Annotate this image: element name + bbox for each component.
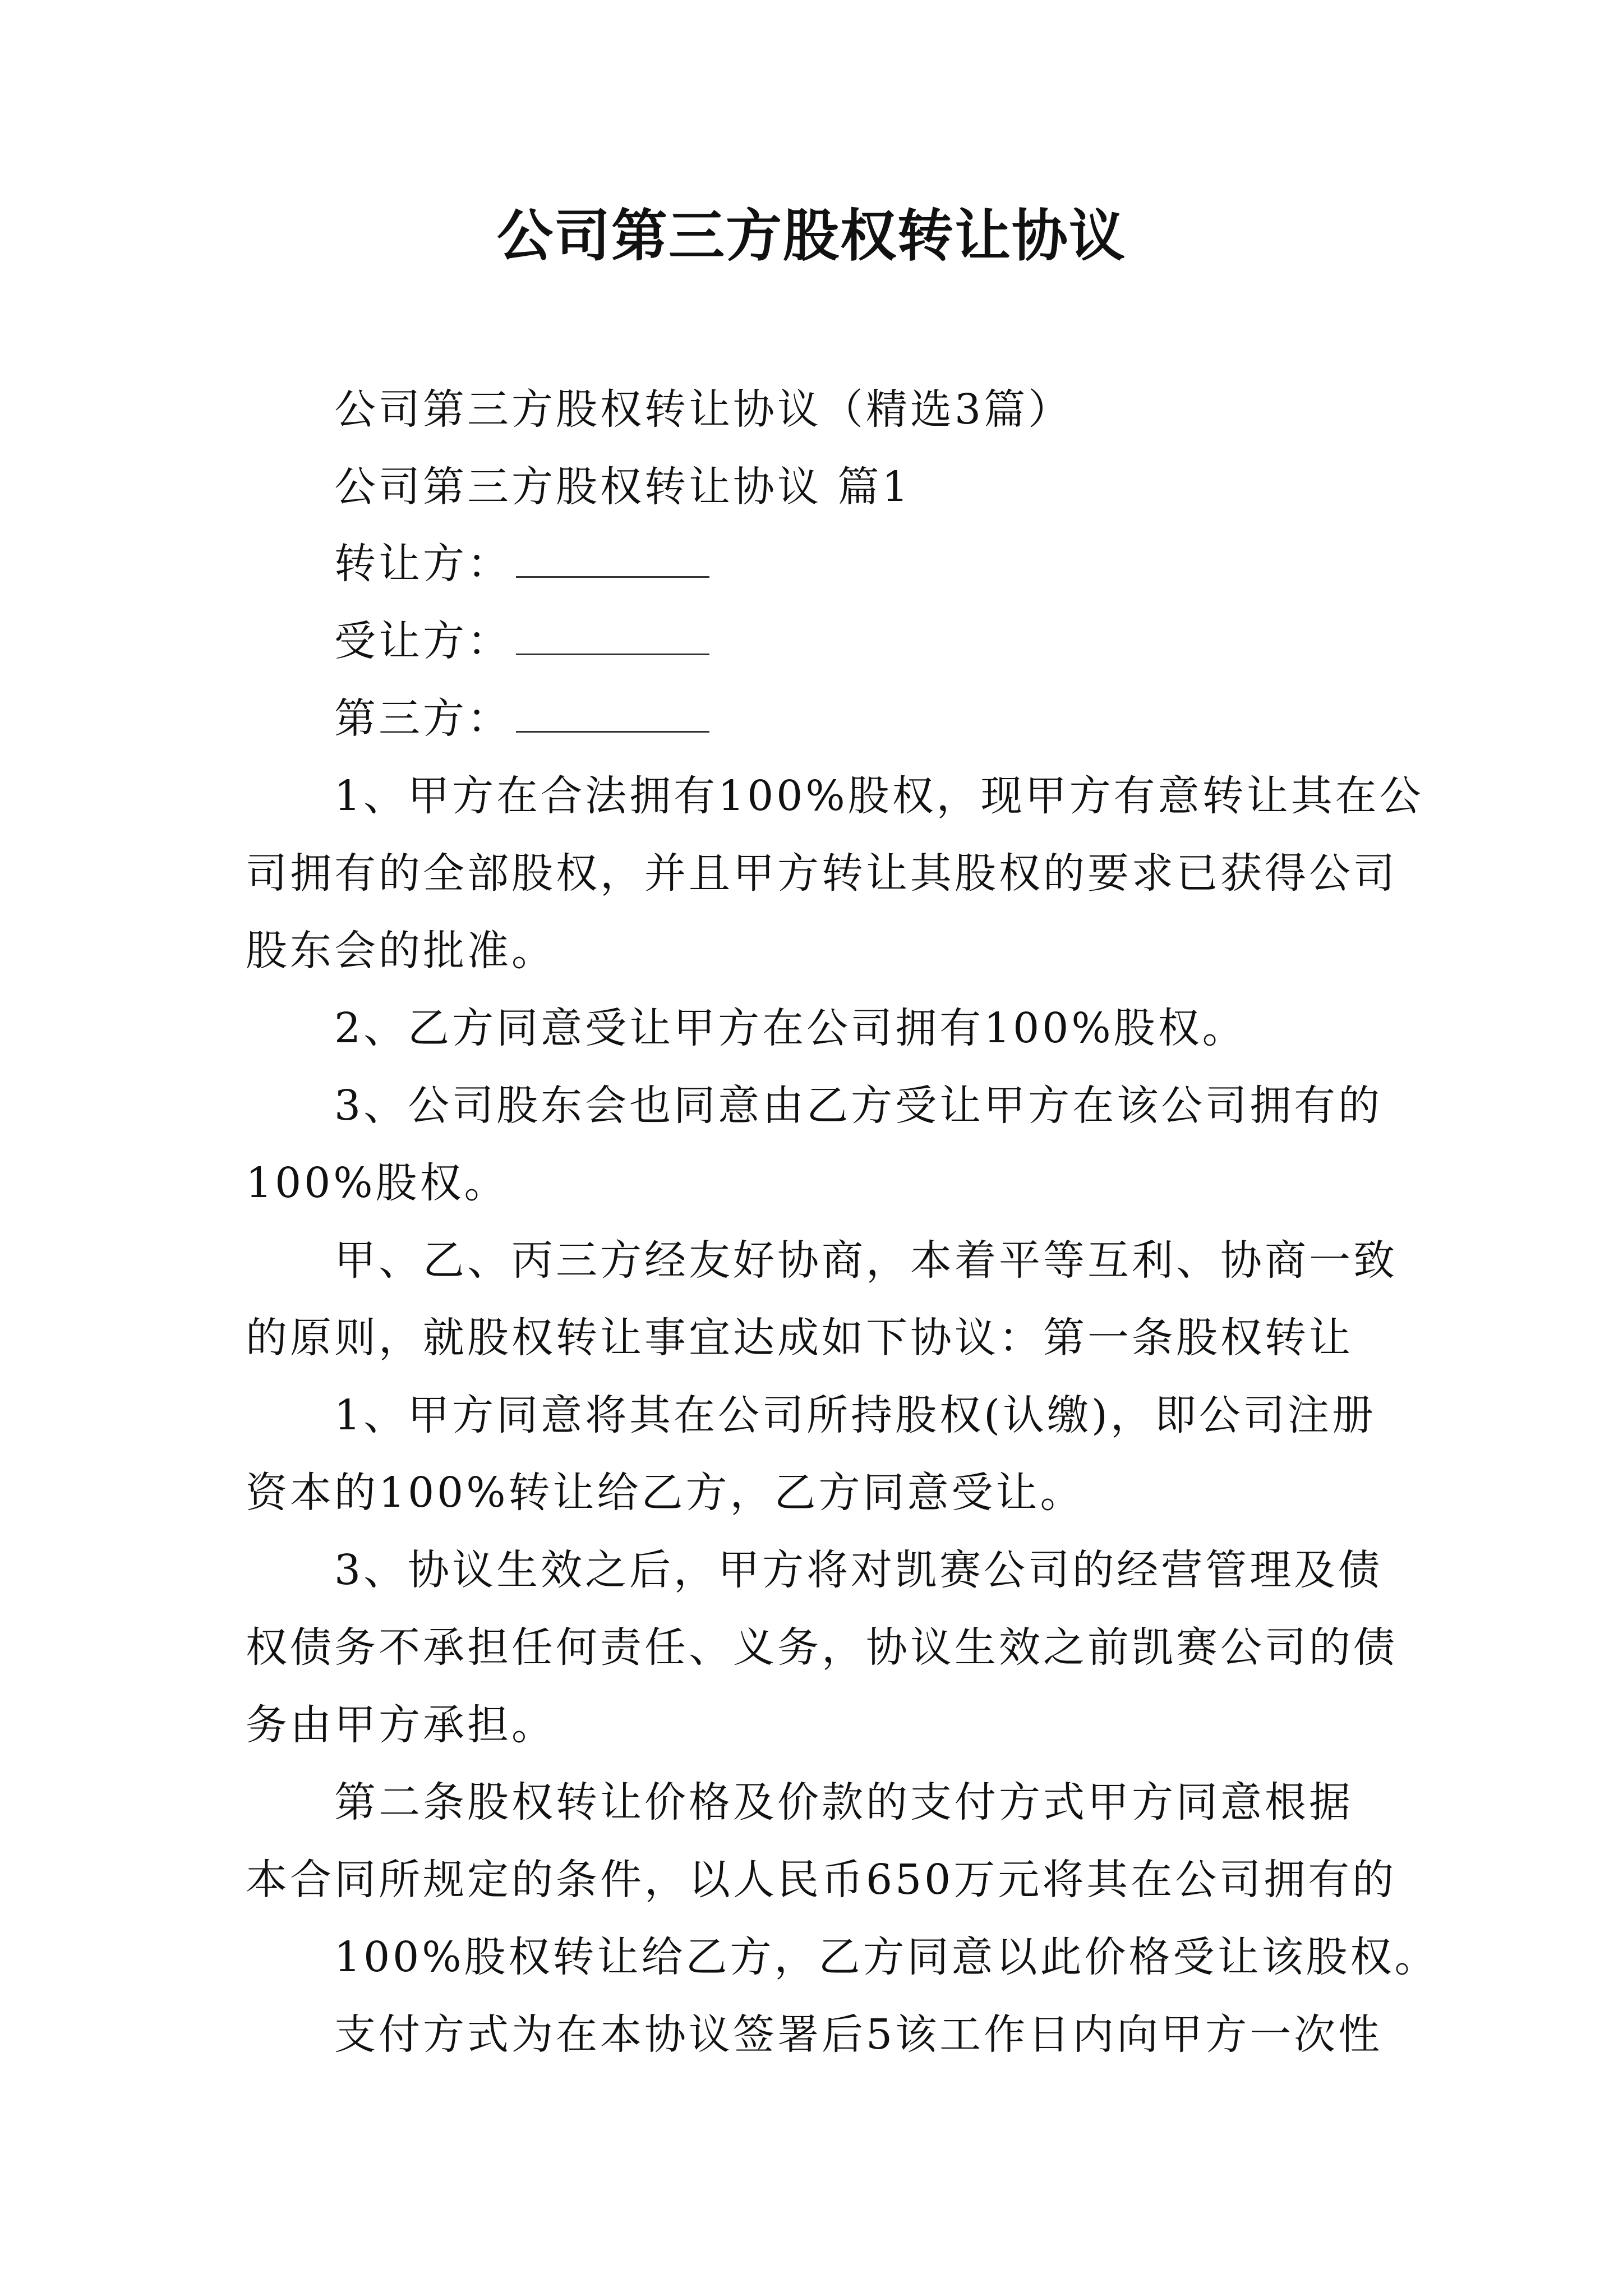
party-transferee <box>334 613 709 669</box>
body-line: 甲、乙、丙三方经友好协商，本着平等互利、协商一致 <box>334 1236 1398 1285</box>
body-line: 股东会的批准。 <box>246 927 556 975</box>
body-line: 支付方式为在本协议签署后5该工作日内向甲方一次性 <box>334 2010 1383 2059</box>
document-title: 公司第三方股权转让协议 <box>497 203 1126 269</box>
party-third <box>334 691 709 747</box>
body-line: 资本的100%转让给乙方，乙方同意受让。 <box>246 1469 1085 1517</box>
body-line: 务由甲方承担。 <box>246 1701 556 1749</box>
body-line: 3、协议生效之后，甲方将对凯赛公司的经营管理及债 <box>334 1546 1383 1594</box>
body-line: 3、公司股东会也同意由乙方受让甲方在该公司拥有的 <box>334 1082 1383 1130</box>
body-line: 本合同所规定的条件，以人民币650万元将其在公司拥有的 <box>246 1856 1397 1904</box>
body-line: 权债务不承担任何责任、义务，协议生效之前凯赛公司的债 <box>246 1623 1398 1672</box>
party-transferor-label: 转让方： <box>334 540 511 588</box>
party-transferee-blank <box>516 619 709 655</box>
body-line: 2、乙方同意受让甲方在公司拥有100%股权。 <box>334 1004 1247 1052</box>
body-line: 第二条股权转让价格及价款的支付方式甲方同意根据 <box>334 1778 1353 1826</box>
body-line: 1、甲方同意将其在公司所持股权(认缴)，即公司注册 <box>334 1391 1376 1439</box>
document-subtitle: 公司第三方股权转让协议（精选3篇） <box>334 385 1073 434</box>
party-third-label: 第三方： <box>334 694 511 743</box>
body-line: 100%股权。 <box>246 1159 509 1207</box>
body-line: 1、甲方在合法拥有100%股权，现甲方有意转让其在公 <box>334 772 1424 820</box>
body-line: 100%股权转让给乙方，乙方同意以此价格受让该股权。 <box>334 1933 1439 1981</box>
section-heading: 公司第三方股权转让协议 篇1 <box>334 463 911 511</box>
body-line: 司拥有的全部股权，并且甲方转让其股权的要求已获得公司 <box>246 849 1398 898</box>
body-line: 的原则，就股权转让事宜达成如下协议：第一条股权转让 <box>246 1314 1353 1362</box>
party-transferor-blank <box>516 541 709 578</box>
party-transferor <box>334 536 709 592</box>
party-third-blank <box>516 696 709 733</box>
party-transferee-label: 受让方： <box>334 617 511 665</box>
